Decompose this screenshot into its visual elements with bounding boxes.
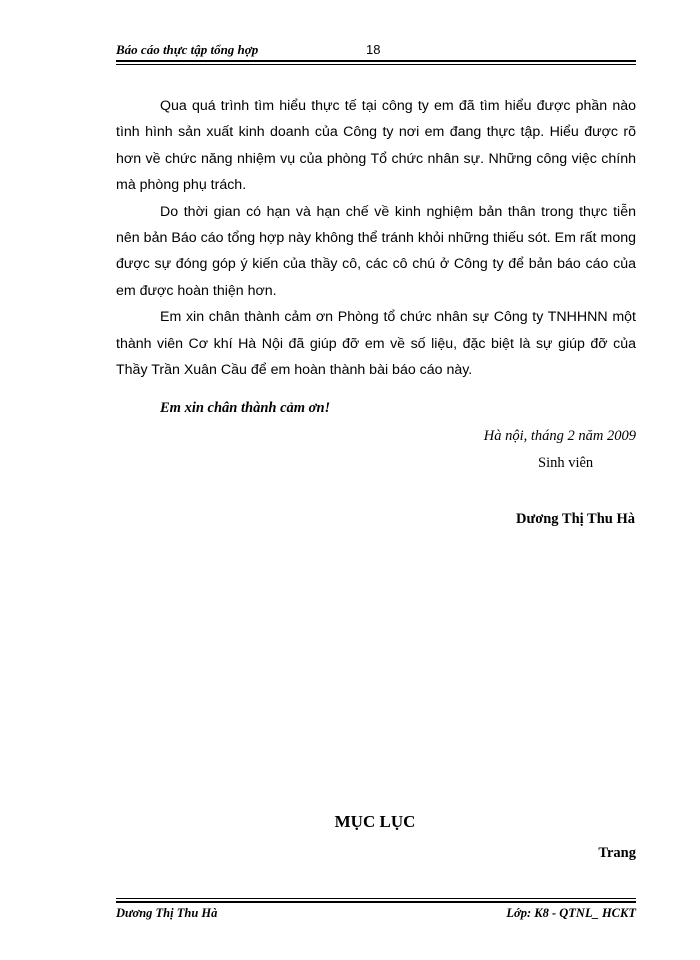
paragraph-1: Qua quá trình tìm hiểu thực tế tại công ty em đã tìm hiểu được phần nào tình hình sản xuất kinh doanh của Công ty nơi em đang thực tập. Hiểu được rõ hơn về chức năng nhiệm vụ của phòng Tổ chức nhân sự. Những công việc chính mà phòng phụ trách. (116, 98, 636, 194)
signature-name: Dương Thị Thu Hà (516, 511, 635, 527)
signature-role: Sinh viên (538, 455, 594, 471)
footer-class-info: Lớp: K8 - QTNL_ HCKT (506, 906, 636, 920)
header-title: Báo cáo thực tập tổng hợp (116, 42, 259, 57)
header-rule-thin (116, 64, 636, 65)
paragraph-2: Do thời gian có hạn và hạn chế về kinh nghiệm bản thân trong thực tiễn nên bản Báo cáo tổng hợp này không thể tránh khỏi những thiếu sót. Em rất mong được sự đóng góp ý kiến của thầy cô, các cô chú ở Công ty để bản báo cáo của em được hoàn thiện hơn. (116, 203, 636, 299)
page-header (116, 40, 636, 62)
thanks-line: Em xin chân thành cảm ơn! (160, 400, 331, 416)
footer-rule-thin (116, 898, 636, 899)
header-rule (116, 60, 636, 62)
report-body (116, 93, 636, 383)
footer-author: Dương Thị Thu Hà (116, 906, 218, 920)
toc-title: MỤC LỤC (334, 812, 416, 831)
signature-place-date: Hà nội, tháng 2 năm 2009 (483, 428, 636, 444)
footer-rule (116, 901, 636, 903)
paragraph-3: Em xin chân thành cảm ơn Phòng tổ chức nhân sự Công ty TNHHNN một thành viên Cơ khí Hà Nội đã giúp đỡ em về số liệu, đặc biệt là sự giúp đỡ của Thầy Trần Xuân Cầu để em hoàn thành bài báo cáo này. (116, 309, 636, 379)
toc-page-column-label: Trang (598, 845, 636, 861)
header-page-number: 18 (366, 42, 381, 57)
